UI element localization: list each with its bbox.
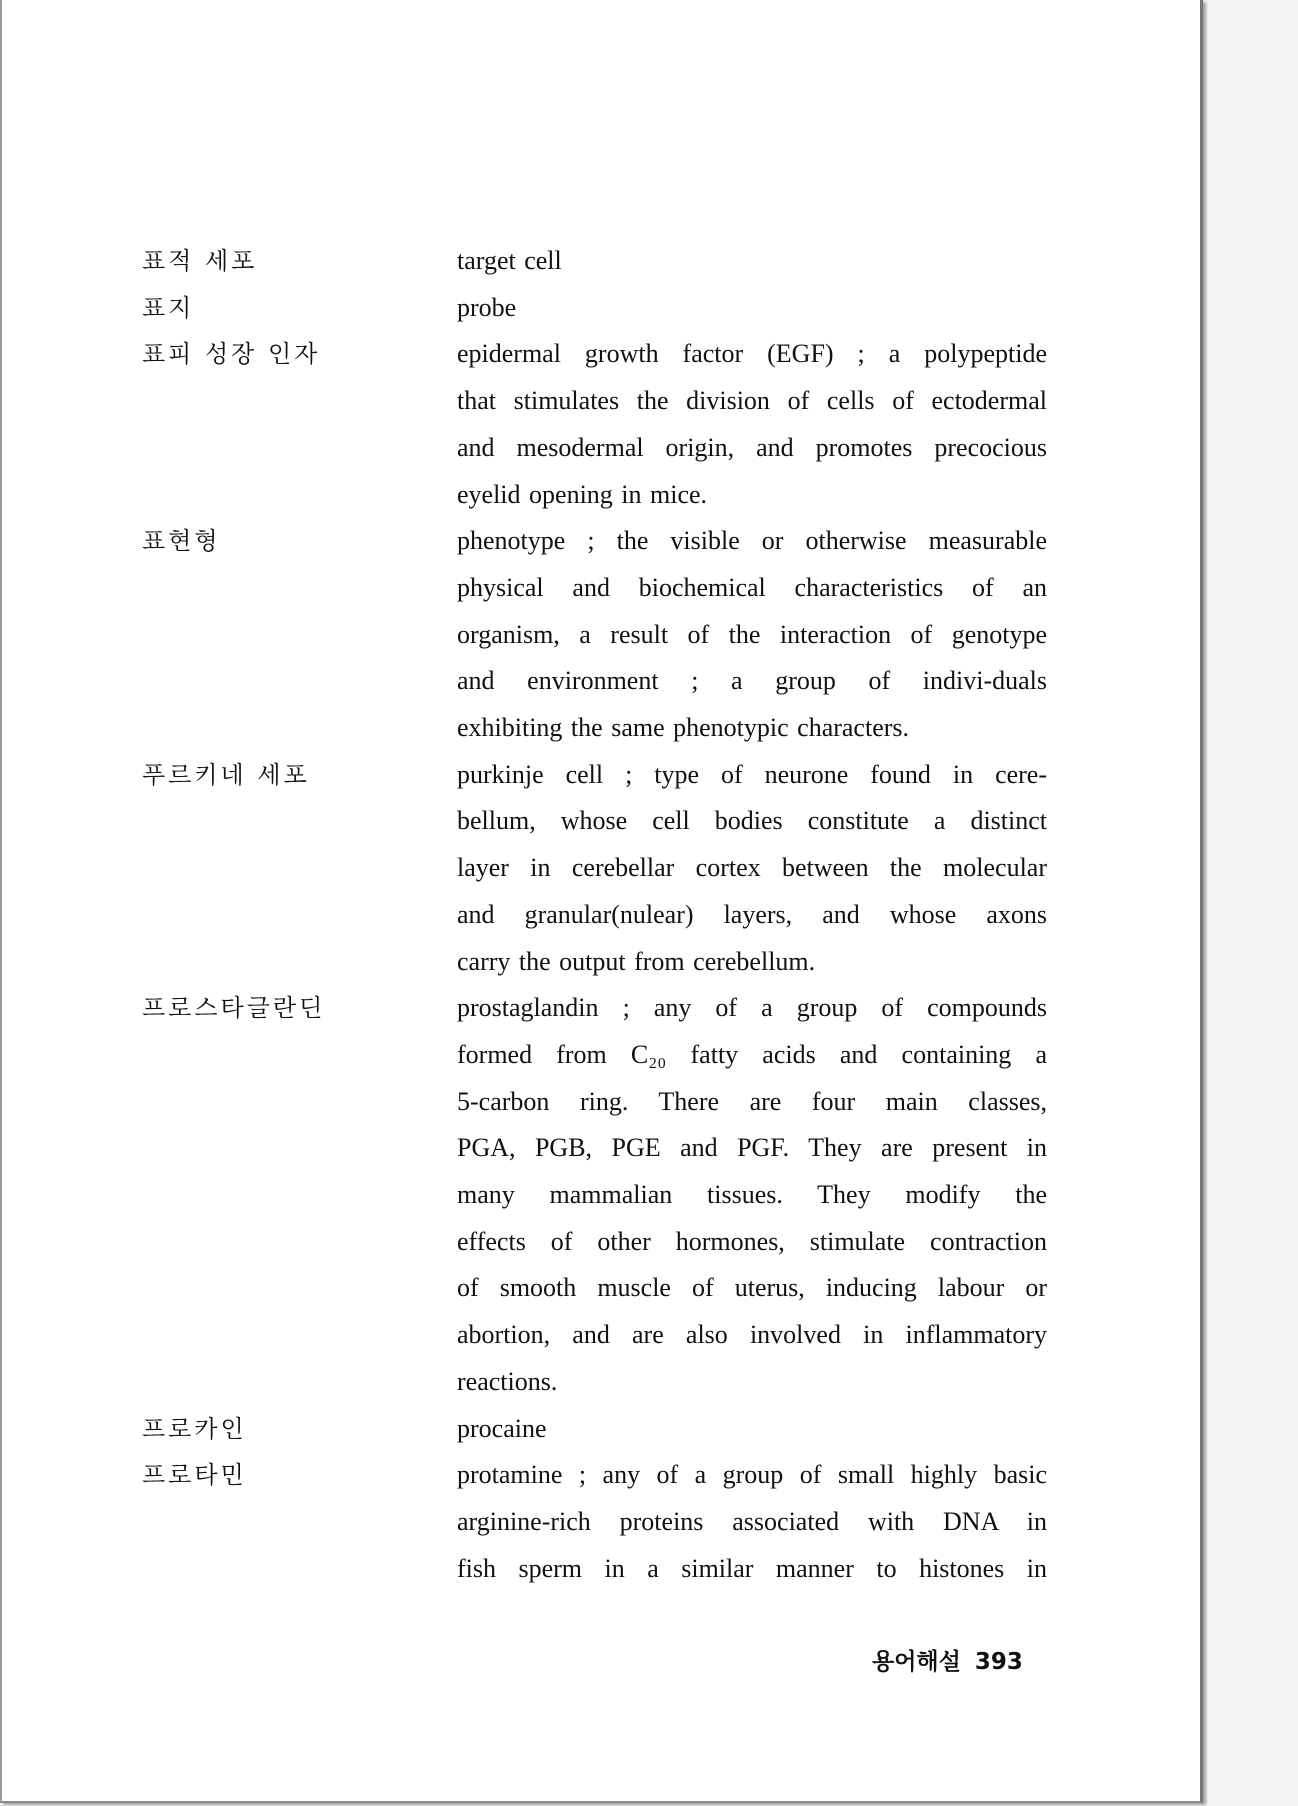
definition-line: eyelid opening in mice. [457,479,708,509]
glossary-term: 푸르키네 세포 [142,760,310,789]
definition-line: of smooth muscle of uterus, inducing labour or [457,1273,1047,1303]
definition-line: exhibiting the same phenotypic characters. [457,713,910,743]
glossary-term: 프로스타글란딘 [142,994,326,1023]
definition-line: organism, a result of the interaction of genotype [457,619,1047,649]
definition-line: reactions. [457,1366,558,1396]
glossary-term: 프로카인 [142,1414,247,1443]
definition-line: protamine ; any of a group of small highly basic [457,1460,1047,1490]
definition-line: phenotype ; the visible or otherwise measurable [457,526,1047,556]
definition-line: layer in cerebellar cortex between the molecular [457,853,1047,883]
glossary-entry [2,1406,1200,1453]
glossary-entry [2,285,1200,332]
definition-line: that stimulates the division of cells of ectodermal [457,386,1047,416]
definition-line: physical and biochemical characteristics of an [457,572,1047,602]
definition-line: and environment ; a group of indivi-duals [457,666,1047,696]
glossary-definition [457,285,1047,332]
footer-section-title: 용어해설 [872,1649,961,1675]
definition-line: 5-carbon ring. There are four main classes, [457,1086,1047,1116]
definition-line: purkinje cell ; type of neurone found in cere- [457,759,1047,789]
glossary-term: 표적 세포 [142,247,258,275]
page-number: 393 [974,1649,1023,1675]
glossary-definition [457,518,1047,752]
glossary-term: 표지 [142,293,195,322]
glossary-entry [2,331,1200,518]
definition-line: many mammalian tissues. They modify the [457,1180,1047,1210]
glossary-term: 프로타민 [142,1461,247,1490]
definition-line: fish sperm in a similar manner to histones in [457,1553,1047,1583]
glossary-entry [2,238,1200,285]
definition-line: prostaglandin ; any of a group of compounds [457,993,1047,1023]
glossary-definition [457,1452,1047,1592]
definition-line: and granular(nulear) layers, and whose axons [457,899,1047,929]
definition-line: formed from C₂₀ fatty acids and containing a [457,1039,1047,1069]
definition-line: effects of other hormones, stimulate contraction [457,1226,1047,1256]
glossary-entry [2,518,1200,752]
glossary-definition [457,752,1047,986]
definition-line: probe [457,292,517,322]
definition-line: and mesodermal origin, and promotes precocious [457,432,1047,462]
glossary-definition [457,1406,1047,1453]
glossary-term: 표현형 [142,527,221,556]
definition-line: bellum, whose cell bodies constitute a distinct [457,806,1047,836]
glossary-entry [2,752,1200,986]
definition-line: target cell [457,246,562,275]
glossary-definition [457,238,1047,285]
glossary-entries [2,238,1200,1592]
glossary-term: 표피 성장 인자 [142,340,321,369]
definition-line: abortion, and are also involved in inflammatory [457,1320,1047,1350]
glossary-definition [457,331,1047,518]
definition-line: procaine [457,1413,547,1443]
definition-line: epidermal growth factor (EGF) ; a polypeptide [457,339,1047,369]
definition-line: carry the output from cerebellum. [457,946,816,976]
page-footer [872,1643,1023,1676]
definition-line: PGA, PGB, PGE and PGF. They are present in [457,1133,1047,1163]
definition-line: arginine-rich proteins associated with DNA in [457,1506,1047,1536]
glossary-definition [457,985,1047,1405]
glossary-entry [2,1452,1200,1592]
glossary-entry [2,985,1200,1405]
